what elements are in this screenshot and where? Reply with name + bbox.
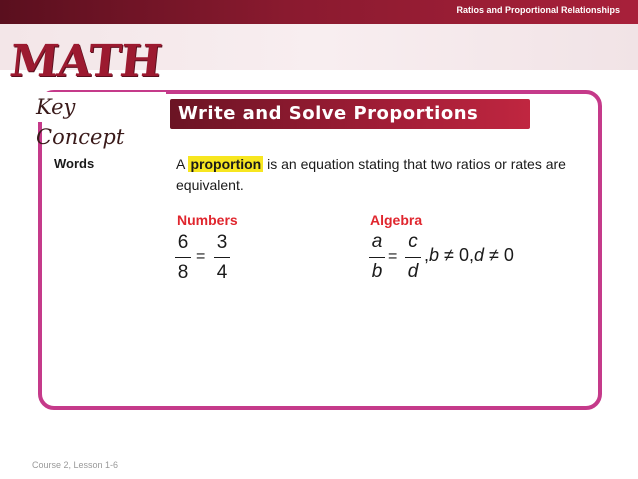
condition-neq-2: ≠ (489, 245, 499, 265)
numbers-right-numerator: 3 (216, 232, 228, 253)
key-concept-label: Key Concept (30, 92, 166, 122)
title-bar (170, 99, 530, 129)
numbers-right-denominator: 4 (216, 262, 228, 283)
condition-zero-2: 0 (503, 245, 514, 265)
words-label: Words (54, 156, 95, 171)
numbers-heading: Numbers (177, 212, 238, 228)
algebra-heading: Algebra (370, 212, 423, 228)
numbers-right-fraction-bar (214, 257, 230, 258)
proportion-term: proportion (190, 156, 262, 172)
algebra-condition (424, 245, 514, 266)
algebra-right-numerator: c (408, 231, 418, 252)
condition-b: b (429, 245, 440, 265)
definition-prefix: A (176, 156, 189, 172)
condition-d: d (473, 245, 484, 265)
numbers-equals-sign: = (196, 248, 206, 265)
algebra-right-denominator: d (407, 261, 419, 282)
algebra-left-fraction-bar (369, 257, 385, 258)
algebra-right-fraction-bar (405, 257, 421, 258)
definition-text (176, 154, 596, 196)
algebra-equals-sign: = (388, 248, 398, 265)
condition-comma: , (424, 245, 430, 265)
condition-zero-1: 0, (458, 245, 474, 265)
numbers-left-fraction-bar (175, 257, 191, 258)
numbers-left-denominator: 8 (177, 262, 189, 283)
lesson-footer: Course 2, Lesson 1-6 (32, 460, 119, 470)
header-bar (0, 0, 638, 24)
definition-rest: is an equation stating that two ratios or rates are equivalent. (176, 156, 566, 193)
math-logo: MATH (7, 36, 164, 87)
algebra-left-numerator: a (371, 231, 383, 252)
numbers-left-numerator: 6 (177, 232, 189, 253)
logo-band (0, 24, 638, 87)
condition-neq-1: ≠ (444, 245, 454, 265)
section-title: Ratios and Proportional Relationships (456, 5, 620, 15)
concept-title: Write and Solve Proportions (178, 103, 479, 124)
algebra-left-denominator: b (371, 261, 383, 282)
